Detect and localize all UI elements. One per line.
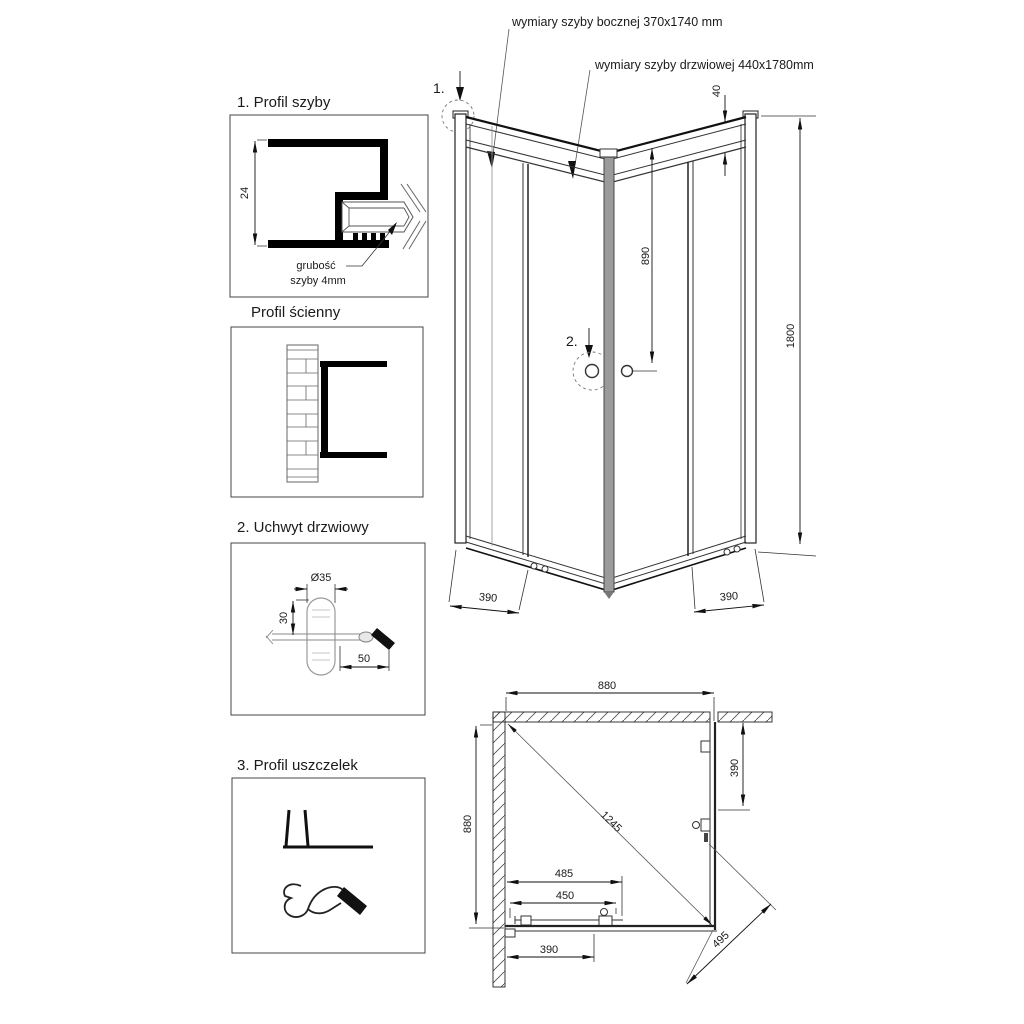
side-glass-annotation: wymiary szyby bocznej 370x1740 mm (512, 15, 723, 29)
dim-plan-opening-450: 450 (555, 890, 575, 902)
front-view-drawing (442, 29, 816, 613)
glass-profile-drawing (255, 139, 426, 266)
dim-plan-entry-diagonal: 495 (710, 929, 732, 951)
dim-plan-side-panel: 390 (729, 758, 741, 778)
dim-handle-diameter: Ø35 (310, 572, 332, 584)
dim-left-door: 390 (478, 591, 498, 605)
seal-profile-drawing (283, 810, 373, 917)
detail-ref-2: 2. (566, 333, 578, 349)
detail3-title: 2. Uchwyt drzwiowy (237, 519, 369, 536)
door-glass-annotation: wymiary szyby drzwiowej 440x1780mm (595, 58, 814, 72)
dim-total-height: 1800 (785, 323, 797, 349)
dim-right-door: 390 (719, 590, 739, 604)
detail-ref-1: 1. (433, 80, 445, 96)
dim-handle-length: 50 (357, 653, 371, 665)
dim-plan-diagonal: 1245 (598, 809, 624, 835)
plan-view-drawing (469, 693, 776, 987)
detail4-title: 3. Profil uszczelek (237, 757, 358, 774)
dim-profile-height: 24 (239, 186, 251, 200)
glass-thickness-note-line1: grubość (296, 260, 336, 272)
dim-plan-opening-485: 485 (554, 868, 574, 880)
dim-plan-opening-390: 390 (539, 944, 559, 956)
detail1-title: 1. Profil szyby (237, 94, 331, 111)
dim-plan-depth: 880 (462, 814, 474, 834)
wall-profile-drawing (287, 345, 387, 482)
dim-plan-width: 880 (597, 680, 617, 692)
dim-top-profile: 40 (711, 84, 723, 98)
dim-handle-height: 890 (640, 246, 652, 266)
dim-handle-offset: 30 (278, 611, 290, 625)
detail2-title: Profil ścienny (251, 304, 341, 321)
door-handle-drawing (266, 584, 395, 675)
glass-thickness-note-line2: szyby 4mm (290, 275, 346, 287)
